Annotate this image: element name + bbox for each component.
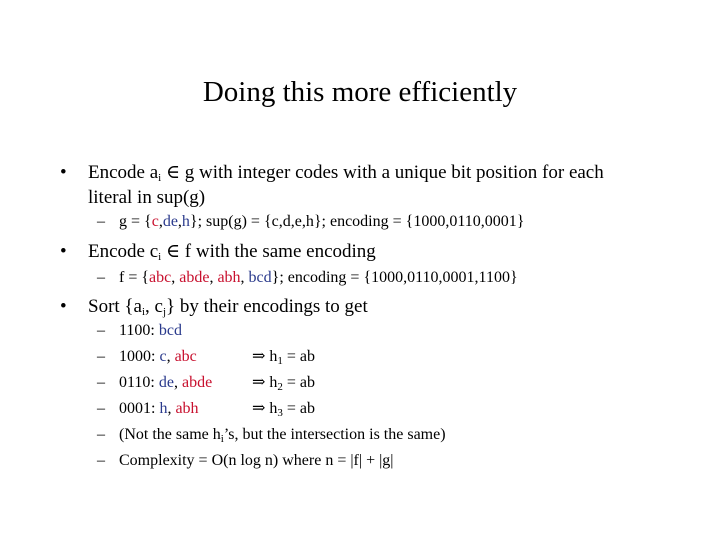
bullet-text-line2: literal in sup(g) [88,187,206,208]
dash: – [97,269,105,286]
bullet-dot: • [60,296,67,317]
slide-title: Doing this more efficiently [202,76,518,108]
dash: – [97,213,105,230]
bullet-text-line1: Encode $a_i$ ∈ g with integer codes with a unique bit position for each [88,162,604,184]
bullet-text: Sort {$a_i$, $c_j$} by their encodings to get [88,296,368,318]
sub-item-g-encoding: – g = {c,de,h}; sup(g) = {c,d,e,h}; encoding = {1000,0110,0001} [97,213,525,230]
sub-item-f-encoding: – f = {abc, abde, abh, bcd}; encoding = {1000,0110,0001,1100} [97,269,518,286]
bullet-text: Encode $c_i$ ∈ f with the same encoding [88,241,376,263]
bullet-dot: • [60,162,67,183]
bullet-dot: • [60,241,67,262]
